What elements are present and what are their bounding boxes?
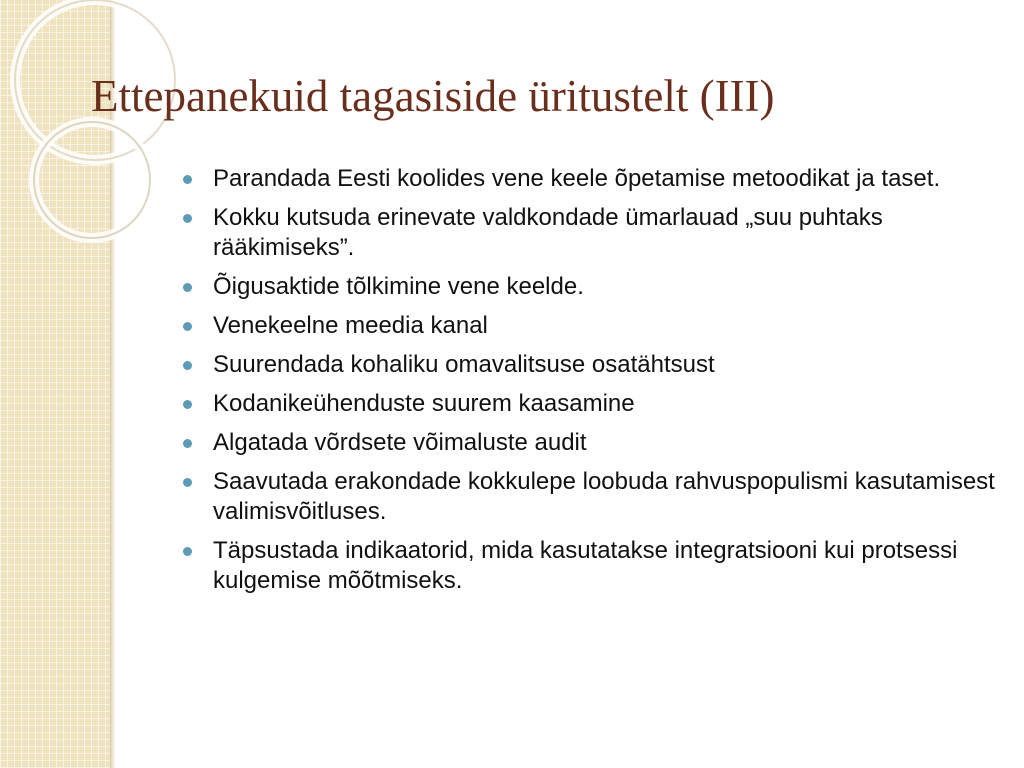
bullet-text: Kodanikeühenduste suurem kaasamine	[213, 390, 635, 417]
bullet-marker-icon	[183, 214, 192, 223]
bullet-marker-icon	[183, 283, 192, 292]
bullet-text: Kokku kutsuda erinevate valdkondade ümarlauad „suu puhtaks rääkimiseks”.	[213, 204, 883, 261]
bullet-text: Algatada võrdsete võimaluste audit	[213, 429, 587, 456]
bullet-item	[180, 272, 1000, 302]
ring-small-shadow	[34, 122, 150, 238]
bullet-item	[180, 389, 1000, 419]
bullet-list	[180, 164, 1000, 605]
bullet-text: Venekeelne meedia kanal	[213, 312, 488, 339]
bullet-marker-icon	[183, 478, 192, 487]
bullet-item	[180, 350, 1000, 380]
bullet-item	[180, 467, 1000, 527]
bullet-marker-icon	[183, 400, 192, 409]
bullet-marker-icon	[183, 175, 192, 184]
bullet-text: Parandada Eesti koolides vene keele õpetamise metoodikat ja taset.	[213, 165, 941, 192]
bullet-text: Saavutada erakondade kokkulepe loobuda rahvuspopulismi kasutamisest valimisvõitluses.	[213, 468, 995, 525]
bullet-item	[180, 536, 1000, 596]
bullet-marker-icon	[183, 547, 192, 556]
bullet-item	[180, 428, 1000, 458]
bullet-item	[180, 311, 1000, 341]
bullet-text: Õigusaktide tõlkimine vene keelde.	[213, 273, 584, 300]
bullet-item	[180, 164, 1000, 194]
bullet-marker-icon	[183, 439, 192, 448]
bullet-text: Täpsustada indikaatorid, mida kasutatakse integratsiooni kui protsessi kulgemise mõõtmiseks.	[213, 537, 958, 594]
bullet-text: Suurendada kohaliku omavalitsuse osatähtsust	[213, 351, 715, 378]
bullet-item	[180, 203, 1000, 263]
slide-title: Ettepanekuid tagasiside üritustelt (III)	[91, 71, 775, 121]
decorative-rings	[0, 0, 200, 260]
bullet-marker-icon	[183, 322, 192, 331]
bullet-marker-icon	[183, 361, 192, 370]
